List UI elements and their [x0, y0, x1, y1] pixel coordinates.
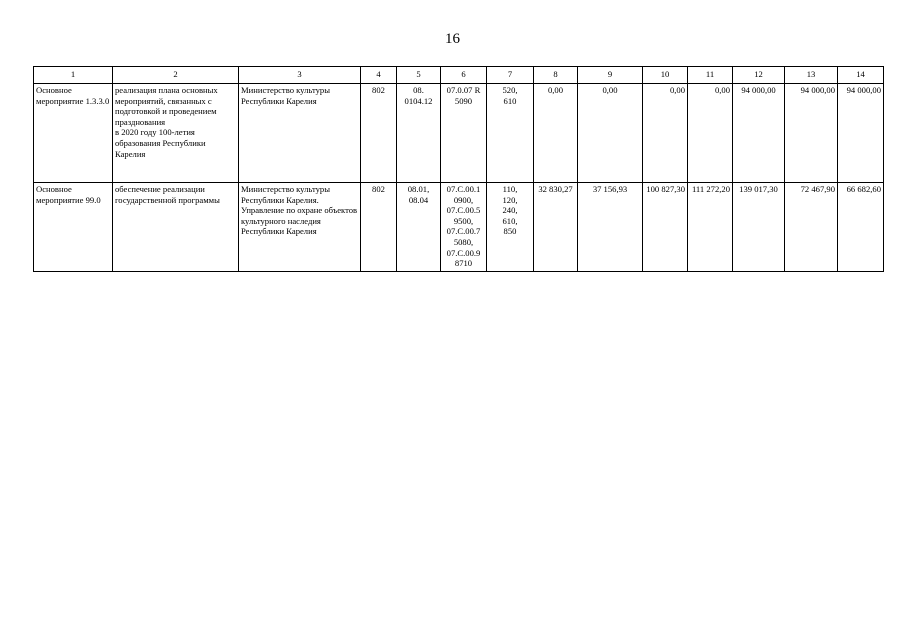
status-cell: Основное мероприятие 99.0	[34, 183, 113, 272]
value-cell: 0,00	[578, 84, 643, 183]
column-header: 6	[441, 67, 487, 84]
table-row	[34, 183, 884, 272]
executor-cell: Министерство культуры Республики Карелия	[239, 84, 361, 183]
column-header: 11	[688, 67, 733, 84]
name-cell: реализация плана основных мероприятий, связанных с подготовкой и проведением празднования в 2020 году 100-летия образования Республики Карелия	[113, 84, 239, 183]
column-header: 13	[785, 67, 838, 84]
vr-cell: 520, 610	[487, 84, 534, 183]
column-header: 3	[239, 67, 361, 84]
executor-cell: Министерство культуры Республики Карелия. Управление по охране объектов культурного наследия Республики Карелия	[239, 183, 361, 272]
csr-cell: 07.0.07 R 5090	[441, 84, 487, 183]
column-header: 9	[578, 67, 643, 84]
value-cell: 32 830,27	[534, 183, 578, 272]
grbs-cell: 802	[361, 183, 397, 272]
column-header: 12	[733, 67, 785, 84]
header-row	[34, 67, 884, 84]
value-cell: 66 682,60	[838, 183, 884, 272]
value-cell: 94 000,00	[733, 84, 785, 183]
value-cell: 0,00	[643, 84, 688, 183]
rzpr-cell: 08. 0104.12	[397, 84, 441, 183]
column-header: 7	[487, 67, 534, 84]
page-number: 16	[445, 31, 460, 47]
value-cell: 37 156,93	[578, 183, 643, 272]
budget-table	[33, 66, 884, 272]
table-row	[34, 84, 884, 183]
value-cell: 94 000,00	[785, 84, 838, 183]
grbs-cell: 802	[361, 84, 397, 183]
value-cell: 72 467,90	[785, 183, 838, 272]
column-header: 8	[534, 67, 578, 84]
value-cell: 0,00	[534, 84, 578, 183]
column-header: 1	[34, 67, 113, 84]
value-cell: 0,00	[688, 84, 733, 183]
column-header: 5	[397, 67, 441, 84]
vr-cell: 110, 120, 240, 610, 850	[487, 183, 534, 272]
value-cell: 139 017,30	[733, 183, 785, 272]
column-header: 14	[838, 67, 884, 84]
value-cell: 111 272,20	[688, 183, 733, 272]
csr-cell: 07.С.00.1 0900, 07.С.00.5 9500, 07.С.00.7 5080, 07.С.00.9 8710	[441, 183, 487, 272]
status-cell: Основное мероприятие 1.3.3.0	[34, 84, 113, 183]
rzpr-cell: 08.01, 08.04	[397, 183, 441, 272]
name-cell: обеспечение реализации государственной программы	[113, 183, 239, 272]
column-header: 2	[113, 67, 239, 84]
value-cell: 100 827,30	[643, 183, 688, 272]
value-cell: 94 000,00	[838, 84, 884, 183]
column-header: 10	[643, 67, 688, 84]
column-header: 4	[361, 67, 397, 84]
